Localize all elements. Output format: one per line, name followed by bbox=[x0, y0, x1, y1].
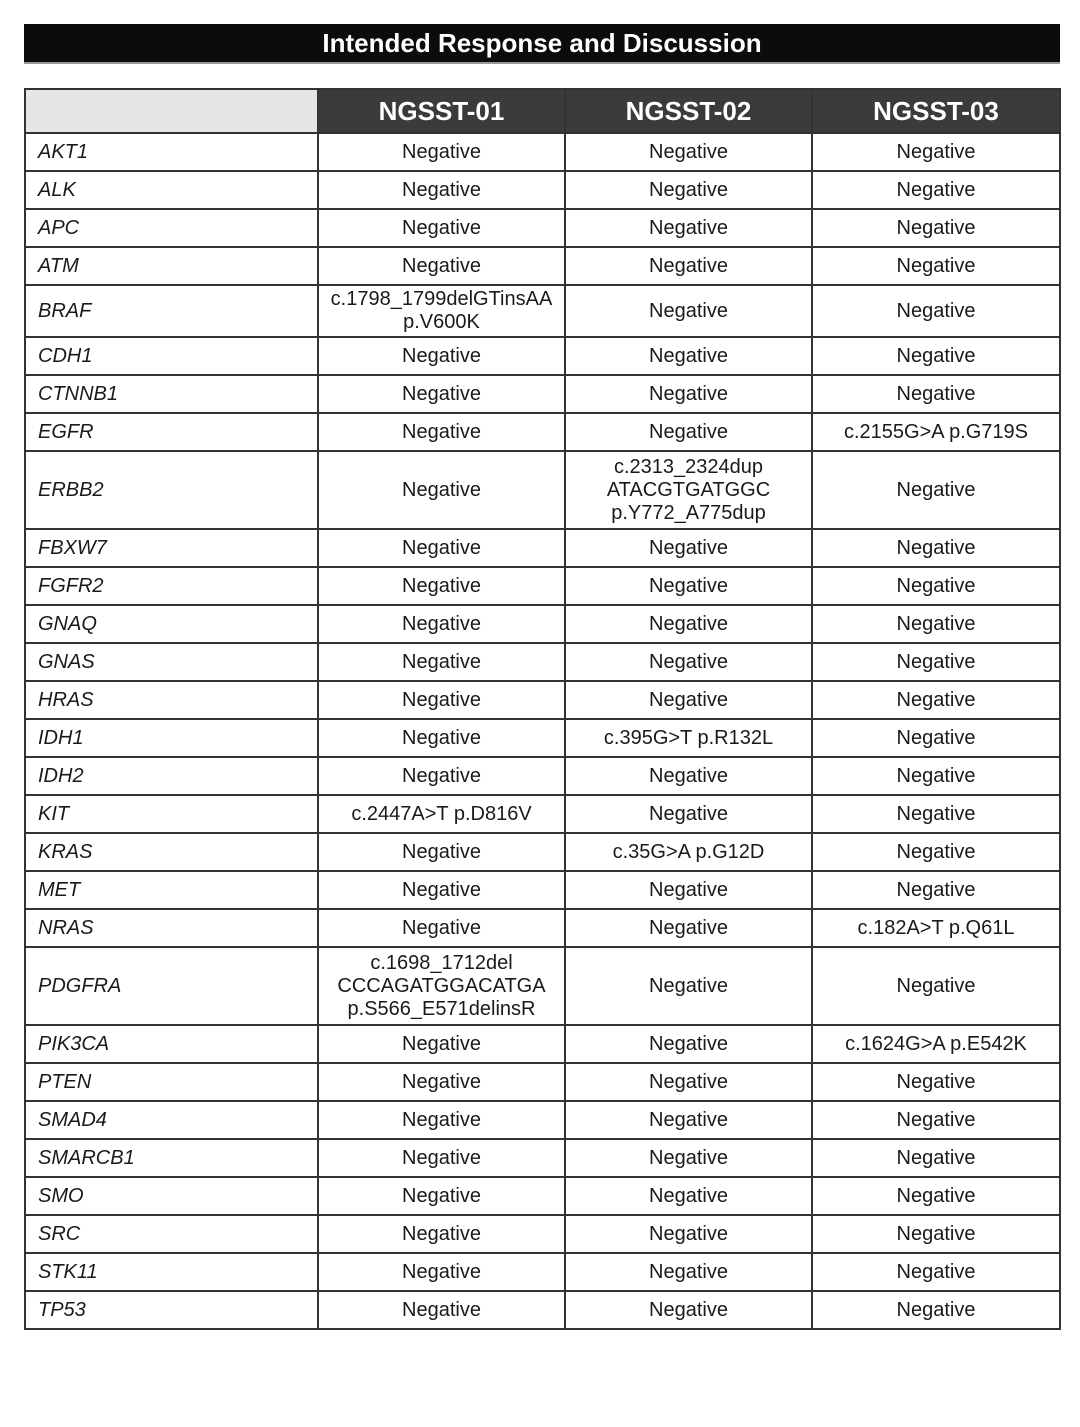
table-row bbox=[25, 567, 1060, 605]
table-body bbox=[25, 133, 1060, 1329]
gene-name-cell: GNAS bbox=[25, 643, 318, 681]
result-text: Negative bbox=[649, 344, 728, 367]
result-cell bbox=[318, 1253, 565, 1291]
result-cell bbox=[565, 1025, 812, 1063]
table-row bbox=[25, 1025, 1060, 1063]
result-text: Negative bbox=[402, 1260, 481, 1283]
result-text: c.182A>T p.Q61L bbox=[857, 916, 1015, 939]
gene-name-cell: STK11 bbox=[25, 1253, 318, 1291]
result-cell bbox=[812, 1215, 1060, 1253]
result-text: Negative bbox=[649, 802, 728, 825]
result-text: Negative bbox=[649, 1298, 728, 1321]
result-cell bbox=[318, 247, 565, 285]
table-row bbox=[25, 375, 1060, 413]
result-cell bbox=[812, 209, 1060, 247]
gene-name-cell: BRAF bbox=[25, 285, 318, 337]
result-cell bbox=[565, 1101, 812, 1139]
result-cell bbox=[565, 1063, 812, 1101]
result-cell bbox=[565, 719, 812, 757]
result-cell bbox=[318, 757, 565, 795]
result-text: Negative bbox=[402, 612, 481, 635]
result-cell bbox=[565, 171, 812, 209]
result-text: Negative bbox=[896, 140, 976, 163]
result-text: Negative bbox=[896, 1184, 976, 1207]
result-text: Negative bbox=[896, 1108, 976, 1131]
gene-name-cell: AKT1 bbox=[25, 133, 318, 171]
result-cell bbox=[565, 413, 812, 451]
result-text: Negative bbox=[402, 536, 481, 559]
result-cell bbox=[812, 285, 1060, 337]
result-cell bbox=[565, 529, 812, 567]
gene-name-cell: PDGFRA bbox=[25, 947, 318, 1025]
table-row bbox=[25, 795, 1060, 833]
result-cell bbox=[565, 643, 812, 681]
column-header: NGSST-03 bbox=[812, 89, 1060, 133]
table-row bbox=[25, 247, 1060, 285]
result-cell bbox=[565, 375, 812, 413]
result-text: Negative bbox=[402, 1108, 481, 1131]
gene-name-cell: PTEN bbox=[25, 1063, 318, 1101]
result-cell bbox=[318, 719, 565, 757]
result-cell bbox=[812, 529, 1060, 567]
result-cell bbox=[565, 1253, 812, 1291]
result-text: Negative bbox=[402, 382, 481, 405]
gene-name-cell: TP53 bbox=[25, 1291, 318, 1329]
result-cell bbox=[565, 1215, 812, 1253]
result-cell bbox=[812, 1291, 1060, 1329]
gene-name-cell: KIT bbox=[25, 795, 318, 833]
result-cell bbox=[318, 133, 565, 171]
result-text: c.2447A>T p.D816V bbox=[351, 802, 532, 825]
result-cell bbox=[812, 757, 1060, 795]
result-cell bbox=[565, 947, 812, 1025]
result-text: Negative bbox=[649, 1146, 728, 1169]
result-text: Negative bbox=[896, 1070, 976, 1093]
page-title: Intended Response and Discussion bbox=[24, 24, 1060, 62]
table-row bbox=[25, 833, 1060, 871]
gene-name-cell: GNAQ bbox=[25, 605, 318, 643]
result-text: Negative bbox=[896, 1222, 976, 1245]
result-text: c.1798_1799delGTinsAA p.V600K bbox=[330, 288, 553, 333]
result-cell bbox=[812, 719, 1060, 757]
result-text: Negative bbox=[402, 1222, 481, 1245]
result-cell bbox=[565, 1291, 812, 1329]
header-corner-cell bbox=[25, 89, 318, 133]
result-cell bbox=[318, 413, 565, 451]
result-cell bbox=[812, 133, 1060, 171]
gene-name-cell: HRAS bbox=[25, 681, 318, 719]
result-text: Negative bbox=[896, 574, 976, 597]
gene-name-cell: PIK3CA bbox=[25, 1025, 318, 1063]
result-text: Negative bbox=[649, 1184, 728, 1207]
result-cell bbox=[812, 451, 1060, 529]
result-text: Negative bbox=[649, 574, 728, 597]
result-text: c.395G>T p.R132L bbox=[603, 726, 774, 749]
result-text: Negative bbox=[649, 216, 728, 239]
header-row bbox=[25, 89, 1060, 133]
result-cell bbox=[565, 209, 812, 247]
result-cell bbox=[812, 681, 1060, 719]
table-row bbox=[25, 681, 1060, 719]
result-text: Negative bbox=[402, 726, 481, 749]
result-text: Negative bbox=[896, 1260, 976, 1283]
result-cell bbox=[812, 413, 1060, 451]
result-text: Negative bbox=[649, 178, 728, 201]
result-cell bbox=[318, 871, 565, 909]
result-text: Negative bbox=[896, 216, 976, 239]
result-cell bbox=[565, 1177, 812, 1215]
result-text: Negative bbox=[896, 344, 976, 367]
table-row bbox=[25, 1215, 1060, 1253]
result-cell bbox=[565, 451, 812, 529]
result-text: c.35G>A p.G12D bbox=[612, 840, 765, 863]
result-cell bbox=[812, 795, 1060, 833]
table-row bbox=[25, 1253, 1060, 1291]
result-text: Negative bbox=[649, 420, 728, 443]
result-cell bbox=[318, 681, 565, 719]
result-cell bbox=[565, 133, 812, 171]
gene-name-cell: ERBB2 bbox=[25, 451, 318, 529]
result-cell bbox=[812, 643, 1060, 681]
result-text: Negative bbox=[649, 1032, 728, 1055]
result-cell bbox=[318, 285, 565, 337]
gene-name-cell: SRC bbox=[25, 1215, 318, 1253]
result-text: Negative bbox=[896, 764, 976, 787]
result-text: Negative bbox=[402, 1146, 481, 1169]
result-cell bbox=[318, 209, 565, 247]
result-text: Negative bbox=[402, 878, 481, 901]
gene-name-cell: NRAS bbox=[25, 909, 318, 947]
result-text: Negative bbox=[402, 1032, 481, 1055]
result-cell bbox=[318, 1101, 565, 1139]
result-text: c.2313_2324dup ATACGTGATGGC p.Y772_A775dup bbox=[606, 455, 771, 524]
result-cell bbox=[812, 833, 1060, 871]
gene-name-cell: IDH1 bbox=[25, 719, 318, 757]
table-row bbox=[25, 605, 1060, 643]
result-cell bbox=[812, 605, 1060, 643]
result-cell bbox=[318, 1177, 565, 1215]
result-cell bbox=[812, 1063, 1060, 1101]
gene-name-cell: ATM bbox=[25, 247, 318, 285]
result-text: Negative bbox=[896, 802, 976, 825]
result-text: Negative bbox=[649, 1070, 728, 1093]
result-cell bbox=[812, 1177, 1060, 1215]
result-text: Negative bbox=[649, 254, 728, 277]
result-cell bbox=[812, 375, 1060, 413]
gene-name-cell: CTNNB1 bbox=[25, 375, 318, 413]
result-text: Negative bbox=[402, 764, 481, 787]
result-cell bbox=[318, 1139, 565, 1177]
result-cell bbox=[565, 337, 812, 375]
result-text: Negative bbox=[896, 650, 976, 673]
result-text: Negative bbox=[402, 1298, 481, 1321]
result-text: Negative bbox=[402, 420, 481, 443]
table-row bbox=[25, 947, 1060, 1025]
result-cell bbox=[812, 567, 1060, 605]
result-cell bbox=[565, 1139, 812, 1177]
result-text: Negative bbox=[649, 878, 728, 901]
result-cell bbox=[565, 795, 812, 833]
result-cell bbox=[565, 757, 812, 795]
table-row bbox=[25, 171, 1060, 209]
gene-name-cell: ALK bbox=[25, 171, 318, 209]
result-text: Negative bbox=[402, 1184, 481, 1207]
result-text: Negative bbox=[896, 878, 976, 901]
result-text: Negative bbox=[649, 916, 728, 939]
gene-name-cell: KRAS bbox=[25, 833, 318, 871]
result-cell bbox=[565, 833, 812, 871]
result-cell bbox=[812, 1025, 1060, 1063]
result-cell bbox=[318, 947, 565, 1025]
result-cell bbox=[565, 567, 812, 605]
result-cell bbox=[318, 1291, 565, 1329]
table-header bbox=[25, 89, 1060, 133]
table-row bbox=[25, 871, 1060, 909]
table-row bbox=[25, 451, 1060, 529]
result-text: Negative bbox=[896, 688, 976, 711]
table-row bbox=[25, 413, 1060, 451]
table-row bbox=[25, 1291, 1060, 1329]
result-text: Negative bbox=[649, 974, 728, 997]
result-text: Negative bbox=[896, 178, 976, 201]
table-row bbox=[25, 719, 1060, 757]
result-text: Negative bbox=[649, 650, 728, 673]
result-cell bbox=[812, 1101, 1060, 1139]
table-row bbox=[25, 1063, 1060, 1101]
result-cell bbox=[318, 605, 565, 643]
result-cell bbox=[565, 285, 812, 337]
result-cell bbox=[318, 375, 565, 413]
result-cell bbox=[565, 681, 812, 719]
result-cell bbox=[318, 567, 565, 605]
result-cell bbox=[812, 1139, 1060, 1177]
result-text: c.1624G>A p.E542K bbox=[845, 1032, 1027, 1055]
result-cell bbox=[565, 605, 812, 643]
table-row bbox=[25, 1101, 1060, 1139]
gene-name-cell: SMO bbox=[25, 1177, 318, 1215]
table-row bbox=[25, 643, 1060, 681]
column-header: NGSST-02 bbox=[565, 89, 812, 133]
result-text: Negative bbox=[402, 478, 481, 501]
result-text: Negative bbox=[649, 299, 728, 322]
result-cell bbox=[565, 909, 812, 947]
table-row bbox=[25, 1177, 1060, 1215]
result-text: Negative bbox=[896, 299, 976, 322]
result-cell bbox=[812, 947, 1060, 1025]
result-cell bbox=[318, 171, 565, 209]
result-text: Negative bbox=[402, 344, 481, 367]
gene-name-cell: CDH1 bbox=[25, 337, 318, 375]
results-table bbox=[24, 88, 1061, 1330]
result-text: Negative bbox=[649, 1108, 728, 1131]
table-row bbox=[25, 209, 1060, 247]
result-text: Negative bbox=[896, 254, 976, 277]
result-cell bbox=[812, 1253, 1060, 1291]
result-cell bbox=[318, 337, 565, 375]
result-cell bbox=[318, 451, 565, 529]
result-text: Negative bbox=[649, 140, 728, 163]
gene-name-cell: FBXW7 bbox=[25, 529, 318, 567]
gene-name-cell: FGFR2 bbox=[25, 567, 318, 605]
gene-name-cell: APC bbox=[25, 209, 318, 247]
result-text: Negative bbox=[896, 536, 976, 559]
result-text: Negative bbox=[649, 382, 728, 405]
table-row bbox=[25, 133, 1060, 171]
result-text: Negative bbox=[402, 574, 481, 597]
result-cell bbox=[318, 1063, 565, 1101]
result-cell bbox=[812, 909, 1060, 947]
result-text: Negative bbox=[896, 1298, 976, 1321]
result-text: Negative bbox=[402, 916, 481, 939]
result-text: Negative bbox=[896, 382, 976, 405]
gene-name-cell: MET bbox=[25, 871, 318, 909]
result-text: Negative bbox=[896, 840, 976, 863]
table-row bbox=[25, 337, 1060, 375]
result-text: c.2155G>A p.G719S bbox=[843, 420, 1029, 443]
result-text: Negative bbox=[896, 1146, 976, 1169]
result-cell bbox=[318, 643, 565, 681]
result-text: Negative bbox=[402, 254, 481, 277]
result-cell bbox=[812, 171, 1060, 209]
column-header: NGSST-01 bbox=[318, 89, 565, 133]
result-text: Negative bbox=[402, 140, 481, 163]
result-text: Negative bbox=[896, 726, 976, 749]
result-cell bbox=[318, 1215, 565, 1253]
result-cell bbox=[812, 337, 1060, 375]
result-text: Negative bbox=[402, 1070, 481, 1093]
result-text: Negative bbox=[649, 536, 728, 559]
result-cell bbox=[565, 871, 812, 909]
result-cell bbox=[318, 909, 565, 947]
result-cell bbox=[812, 247, 1060, 285]
table-row bbox=[25, 1139, 1060, 1177]
gene-name-cell: SMARCB1 bbox=[25, 1139, 318, 1177]
result-cell bbox=[565, 247, 812, 285]
result-text: Negative bbox=[402, 840, 481, 863]
result-cell bbox=[318, 1025, 565, 1063]
table-row bbox=[25, 909, 1060, 947]
result-text: Negative bbox=[649, 1222, 728, 1245]
gene-name-cell: IDH2 bbox=[25, 757, 318, 795]
gene-name-cell: EGFR bbox=[25, 413, 318, 451]
result-text: Negative bbox=[649, 1260, 728, 1283]
result-text: Negative bbox=[649, 688, 728, 711]
table-row bbox=[25, 285, 1060, 337]
result-text: c.1698_1712del CCCAGATGGACATGA p.S566_E571delinsR bbox=[337, 951, 546, 1020]
result-cell bbox=[318, 795, 565, 833]
result-text: Negative bbox=[402, 650, 481, 673]
gene-name-cell: SMAD4 bbox=[25, 1101, 318, 1139]
result-cell bbox=[318, 529, 565, 567]
result-text: Negative bbox=[896, 974, 976, 997]
result-text: Negative bbox=[402, 688, 481, 711]
result-text: Negative bbox=[402, 178, 481, 201]
result-cell bbox=[812, 871, 1060, 909]
result-text: Negative bbox=[896, 612, 976, 635]
table-row bbox=[25, 529, 1060, 567]
result-text: Negative bbox=[896, 478, 976, 501]
result-text: Negative bbox=[649, 612, 728, 635]
result-cell bbox=[318, 833, 565, 871]
result-text: Negative bbox=[402, 216, 481, 239]
result-text: Negative bbox=[649, 764, 728, 787]
table-row bbox=[25, 757, 1060, 795]
